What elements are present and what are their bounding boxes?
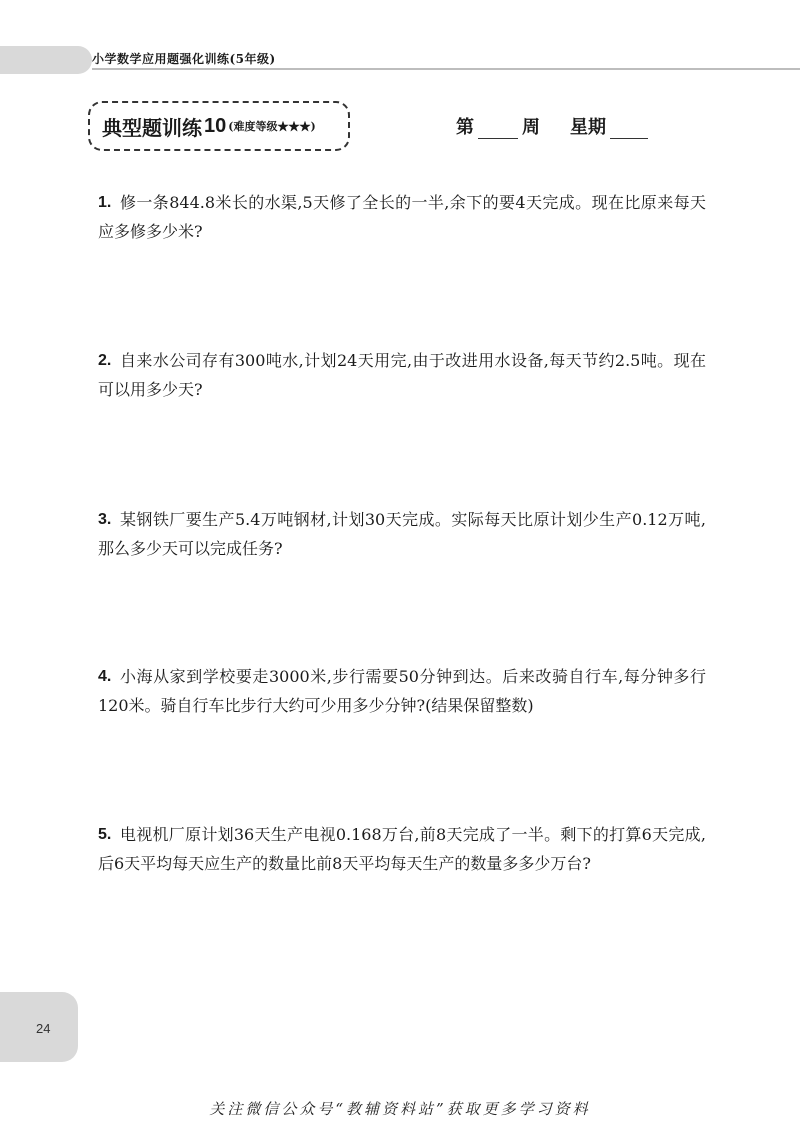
- problem-text: 某钢铁厂要生产5.4万吨钢材,计划30天完成。实际每天比原计划少生产0.12万吨,那么多少天可以完成任务?: [98, 510, 706, 558]
- header-rule: [92, 68, 800, 70]
- problem-text: 电视机厂原计划36天生产电视0.168万台,前8天完成了一半。剩下的打算6天完成,后6天平均每天应生产的数量比前8天平均每天生产的数量多多少万台?: [98, 825, 706, 873]
- problem-number: 3.: [98, 511, 112, 528]
- problem-item: [98, 820, 706, 878]
- problem-number: 5.: [98, 826, 112, 843]
- date-prefix: 第: [456, 117, 474, 138]
- problem-text: 小海从家到学校要走3000米,步行需要50分钟到达。后来改骑自行车,每分钟多行120米。骑自行车比步行大约可少用多少分钟?(结果保留整数): [98, 667, 706, 715]
- watermark: 关注微信公众号“教辅资料站”获取更多学习资料: [209, 1100, 591, 1118]
- section-title: 典型题训练: [102, 115, 202, 140]
- section-title-box: [88, 101, 350, 151]
- date-line: [456, 113, 652, 139]
- problem-item: [98, 662, 706, 720]
- week-number-blank[interactable]: [478, 120, 518, 139]
- problem-text: 修一条844.8米长的水渠,5天修了全长的一半,余下的要4天完成。现在比原来每天应多修多少米?: [98, 193, 706, 241]
- book-title: 小学数学应用题强化训练(5年级): [92, 52, 276, 66]
- page-number: 24: [36, 1021, 51, 1036]
- header-band: [0, 46, 92, 74]
- problem-text: 自来水公司存有300吨水,计划24天用完,由于改进用水设备,每天节约2.5吨。现在可以用多少天?: [98, 351, 706, 399]
- problem-item: [98, 188, 706, 246]
- section-number: 10: [204, 114, 227, 137]
- problem-number: 1.: [98, 194, 112, 211]
- date-weekday-label: 星期: [570, 117, 606, 138]
- problem-number: 4.: [98, 668, 112, 685]
- difficulty-level: (难度等级★★★): [228, 120, 316, 133]
- problem-number: 2.: [98, 352, 112, 369]
- problem-item: [98, 346, 706, 404]
- weekday-blank[interactable]: [610, 120, 648, 139]
- problem-item: [98, 505, 706, 563]
- date-week-label: 周: [522, 117, 540, 138]
